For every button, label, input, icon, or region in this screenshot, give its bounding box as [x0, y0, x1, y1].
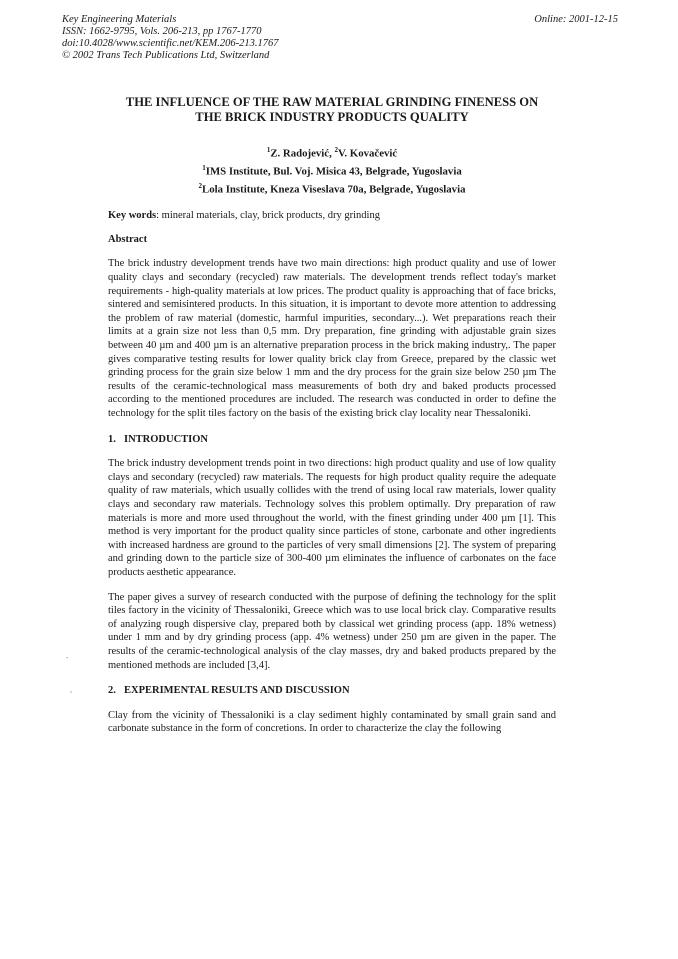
author-1: Z. Radojević,	[270, 147, 335, 160]
margin-mark-comma: ,	[70, 686, 73, 694]
section-1-heading	[108, 433, 556, 447]
section-2-heading	[108, 684, 556, 698]
abstract-heading: Abstract	[108, 233, 148, 245]
paper-body	[108, 95, 556, 736]
paper-title	[108, 95, 556, 125]
paper-title-line-2: THE BRICK INDUSTRY PRODUCTS QUALITY	[195, 110, 469, 124]
author-1-superscript: 1	[266, 146, 271, 154]
author-names	[108, 143, 556, 161]
margin-mark-dash: -	[66, 654, 69, 662]
issn-line: ISSN: 1662-9795, Vols. 206-213, pp 1767-1770	[62, 26, 262, 37]
keywords-label: Key words	[108, 210, 157, 222]
paper-title-line-1: THE INFLUENCE OF THE RAW MATERIAL GRINDING FINENESS ON	[125, 95, 539, 109]
affiliation-1-text: IMS Institute, Bul. Voj. Misica 43, Belgrade, Yugoslavia	[205, 165, 462, 178]
doi-line: doi:10.4028/www.scientific.net/KEM.206-213.1767	[62, 38, 279, 49]
keywords-text: : mineral materials, clay, brick products, dry grinding	[156, 210, 380, 222]
affiliation-2	[108, 179, 556, 197]
abstract-text: The brick industry development trends have two main directions: high product quality and use of lower quality clays and secondary (recycled) raw materials. The development trends reflect today's market requirements - high-quality materials at low prices. The product quality is approaching that of face bricks, sintered and semisintered products. In this situation, it is important to devote more attention to addressing the problem of raw material (domestic, harmful impurities, secondary...). Wet preparations reach their limits at a grain size not less than 0,5 mm. Dry preparation, fine grinding with adjustable grain sizes between 40 µm and 400 µm is an alternative preparation process in the brick making industry,. The paper gives comparative testing results for lower quality brick clay from Greece, prepared by the classic wet grinding process for the grain size below 1 mm and the dry process for the grain size below 250 µm The results of the ceramic-technological mass measurements of both dry and baked products processed according to the mentioned procedures are included. The research was conducted in order to define the technology for the split tiles factory on the basis of the existing brick clay locality near Thessaloniki.	[108, 258, 556, 419]
results-paragraph-1: Clay from the vicinity of Thessaloniki is a clay sediment highly contaminated by small grain sand and carbonate substance in the form of concretions. In order to characterize the clay the following	[108, 709, 556, 735]
keywords	[108, 209, 556, 223]
affiliation-1	[108, 161, 556, 179]
introduction-paragraph-1: The brick industry development trends point in two directions: high product quality and use of low quality clays and secondary (recycled) raw materials. The requests for high product quality require the adequate quality of raw materials, which usually collides with the trend of using local raw materials, lower quality clays and secondary raw materials. Technology solves this problem optimally. Dry preparation of raw materials is more and more used throughout the world, with the finest grinding under 400 µm [1]. This method is very important for the product quality since particles of stone, carbonate and other ingredients with increased hardness are ground to the particles of very small dimensions [2]. The system of preparing and grinding down to the particle size of 300-400 µm eliminates the influence of carbonates on the face products aesthetic appearance.	[108, 458, 556, 578]
copyright-line: © 2002 Trans Tech Publications Ltd, Switzerland	[62, 50, 270, 61]
journal-header	[62, 14, 618, 62]
author-block	[108, 143, 556, 197]
online-date: Online: 2001-12-15	[534, 14, 618, 25]
section-2-title: EXPERIMENTAL RESULTS AND DISCUSSION	[124, 685, 350, 697]
affiliation-1-superscript: 1	[202, 164, 206, 173]
section-1-number: 1.	[108, 433, 116, 445]
affiliation-2-text: Lola Institute, Kneza Viseslava 70a, Belgrade, Yugoslavia	[202, 183, 466, 196]
affiliation-2-superscript: 2	[198, 182, 203, 191]
author-2-superscript: 2	[334, 146, 338, 154]
introduction-paragraph-2: The paper gives a survey of research conducted with the purpose of defining the technology for the split tiles factory in the vicinity of Thessaloniki, Greece which was to use local brick clay. Comparative results of analyzing rough dispersive clay, prepared both by classical wet grinding process (app. 18% wetness) under 1 mm and by dry grinding process (app. 4% wetness) under 250 µm are given in the paper. The results of the ceramic-technological analysis of the clay masses, dry and baked products prepared by the mentioned methods are included [3,4].	[108, 591, 556, 671]
section-2-number: 2.	[108, 685, 116, 697]
journal-name: Key Engineering Materials	[62, 14, 177, 25]
author-2: V. Kovačević	[338, 147, 398, 160]
section-1-title: INTRODUCTION	[124, 433, 209, 445]
